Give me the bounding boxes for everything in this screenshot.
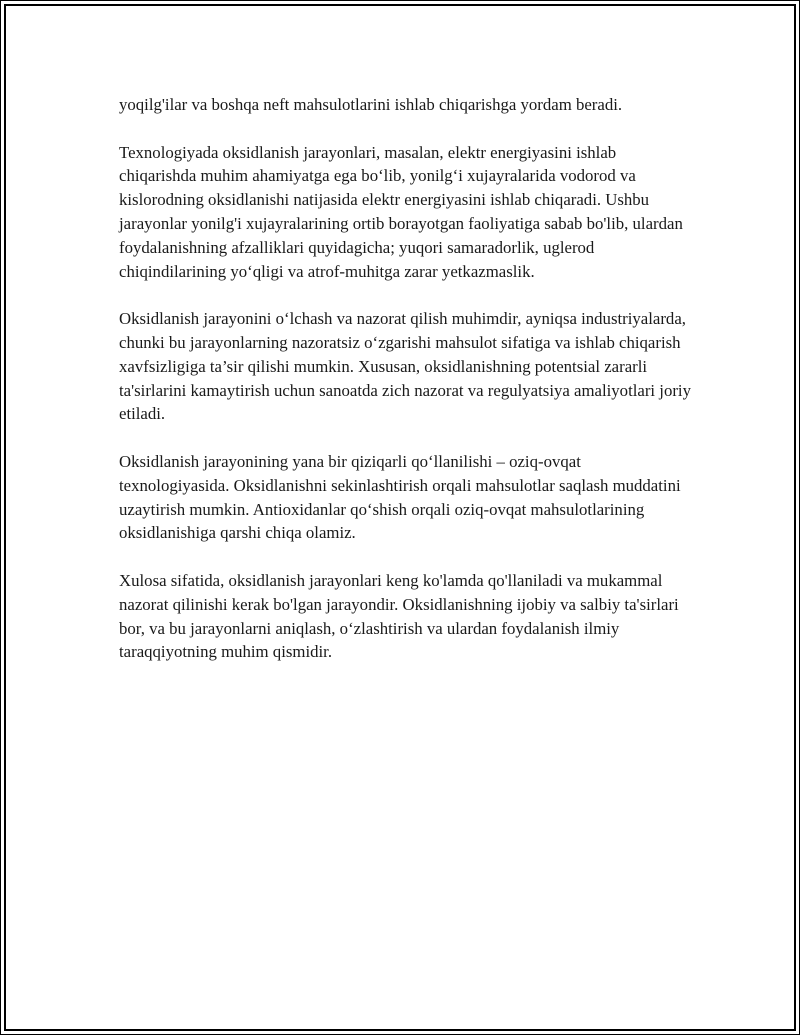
paragraph-technology: Texnologiyada oksidlanish jarayonlari, masalan, elektr energiyasini ishlab chiqarishda muhim ahamiyatga ega bo‘lib, yonilg‘i xujayralarida vodorod va kislorodning oksidlanishi natijasida elektr energiyasini ishlab chiqaradi. Ushbu jarayonlar yonilg'i xujayralarining ortib borayotgan faoliyatiga sabab bo'lib, ulardan foydalanishning afzalliklari quyidagicha; yuqori samaradorlik, uglerod chiqindilarining yo‘qligi va atrof-muhitga zarar yetkazmaslik. bbox=[119, 142, 683, 281]
paragraph-continuation: yoqilg'ilar va boshqa neft mahsulotlarini ishlab chiqarishga yordam beradi. bbox=[119, 95, 623, 114]
paragraph-measurement: Oksidlanish jarayonini o‘lchash va nazorat qilish muhimdir, ayniqsa industriyalarda, chunki bu jarayonlarning nazoratsiz o‘zgarishi mahsulot sifatiga va ishlab chiqarish xavfsizligiga ta’sir qilishi mumkin. Xususan, oksidlanishning potentsial zararli ta'sirlarini kamaytirish uchun sanoatda zich nazorat va regulyatsiya amaliyotlari joriy etiladi. bbox=[119, 309, 691, 424]
paragraph-food-technology: Oksidlanish jarayonining yana bir qiziqarli qo‘llanilishi – oziq-ovqat texnologiyasida. Oksidlanishni sekinlashtirish orqali mahsulotlar saqlash muddatini uzaytirish mumkin. Antioxidanlar qo‘shish orqali oziq-ovqat mahsulotlarining oksidlanishiga qarshi chiqa olamiz. bbox=[119, 451, 681, 543]
document-body bbox=[119, 93, 694, 688]
paragraph-conclusion: Xulosa sifatida, oksidlanish jarayonlari keng ko'lamda qo'llaniladi va mukammal nazorat qilinishi kerak bo'lgan jarayondir. Oksidlanishning ijobiy va salbiy ta'sirlari bor, va bu jarayonlarni aniqlash, o‘zlashtirish va ulardan foydalanish ilmiy taraqqiyotning muhim qismidir. bbox=[119, 570, 679, 662]
